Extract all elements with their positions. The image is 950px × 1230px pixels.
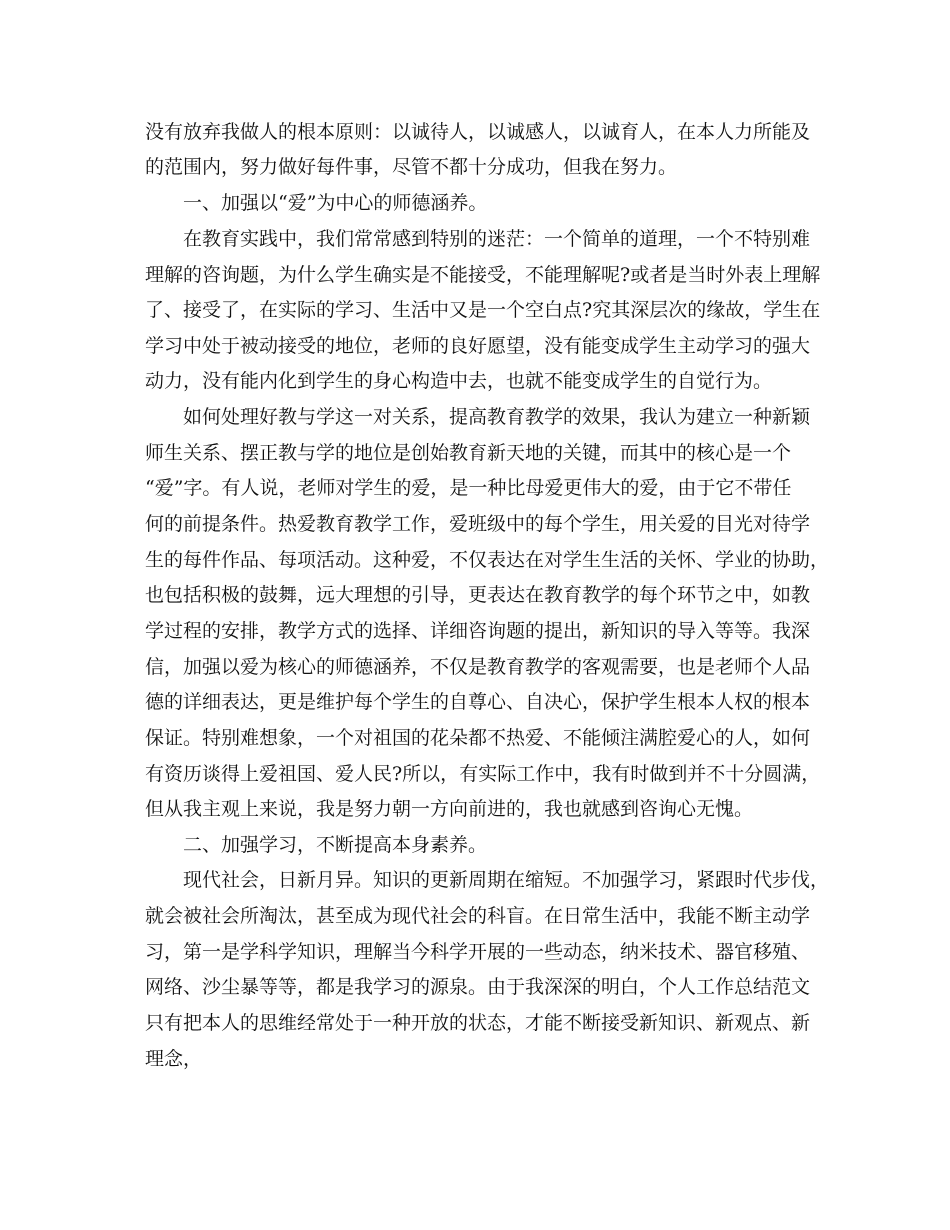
text-line: 学习中处于被动接受的地位，老师的良好愿望，没有能变成学生主动学习的强大 (145, 335, 811, 357)
text-line: 理念， (145, 1048, 203, 1070)
section-heading: 二、加强学习，不断提高本身素养。 (183, 834, 488, 856)
text-line: 就会被社会所淘汰，甚至成为现代社会的科盲。在日常生活中，我能不断主动学 (145, 905, 811, 927)
text-line: 只有把本人的思维经常处于一种开放的状态，才能不断接受新知识、新观点、新 (145, 1012, 811, 1034)
text-line: 网络、沙尘暴等等，都是我学习的源泉。由于我深深的明白，个人工作总结范文 (145, 976, 811, 998)
text-line: 生的每件作品、每项活动。这种爱，不仅表达在对学生生活的关怀、学业的协助， (145, 549, 830, 571)
text-line: 了、接受了，在实际的学习、生活中又是一个空白点?究其深层次的缘故，学生在 (145, 299, 821, 321)
text-line: 理解的咨询题，为什么学生确实是不能接受，不能理解呢?或者是当时外表上理解 (145, 264, 821, 286)
text-line: 的范围内，努力做好每件事，尽管不都十分成功，但我在努力。 (145, 156, 678, 178)
text-line: 没有放弃我做人的根本原则：以诚待人，以诚感人，以诚育人，在本人力所能及 (145, 121, 811, 143)
text-line: 如何处理好教与学这一对关系，提高教育教学的效果，我认为建立一种新颖 (183, 406, 811, 428)
text-line: 在教育实践中，我们常常感到特别的迷茫：一个简单的道理，一个不特别难 (183, 228, 811, 250)
text-line: 保证。特别难想象，一个对祖国的花朵都不热爱、不能倾注满腔爱心的人，如何 (145, 727, 811, 749)
text-line: “爱”字。有人说，老师对学生的爱，是一种比母爱更伟大的爱，由于它不带任 (145, 477, 792, 499)
text-line: 现代社会，日新月异。知识的更新周期在缩短。不加强学习，紧跟时代步伐， (183, 869, 830, 891)
text-line: 师生关系、摆正教与学的地位是创始教育新天地的关键，而其中的核心是一个 (145, 442, 792, 464)
text-line: 动力，没有能内化到学生的身心构造中去，也就不能变成学生的自觉行为。 (145, 370, 773, 392)
text-line: 也包括积极的鼓舞，远大理想的引导，更表达在教育教学的每个环节之中，如教 (145, 584, 811, 606)
text-line: 有资历谈得上爱祖国、爱人民?所以，有实际工作中，我有时做到并不十分圆满， (145, 763, 821, 785)
text-line: 德的详细表达，更是维护每个学生的自尊心、自决心，保护学生根本人权的根本 (145, 691, 811, 713)
text-line: 信，加强以爱为核心的师德涵养，不仅是教育教学的客观需要，也是老师个人品 (145, 656, 811, 678)
text-line: 习，第一是学科学知识，理解当今科学开展的一些动态，纳米技术、器官移殖、 (145, 941, 811, 963)
text-line: 但从我主观上来说，我是努力朝一方向前进的，我也就感到咨询心无愧。 (145, 798, 754, 820)
text-line: 何的前提条件。热爱教育教学工作，爱班级中的每个学生，用关爱的目光对待学 (145, 513, 811, 535)
text-line: 学过程的安排，教学方式的选择、详细咨询题的提出，新知识的导入等等。我深 (145, 620, 811, 642)
section-heading: 一、加强以“爱”为中心的师德涵养。 (183, 192, 488, 214)
